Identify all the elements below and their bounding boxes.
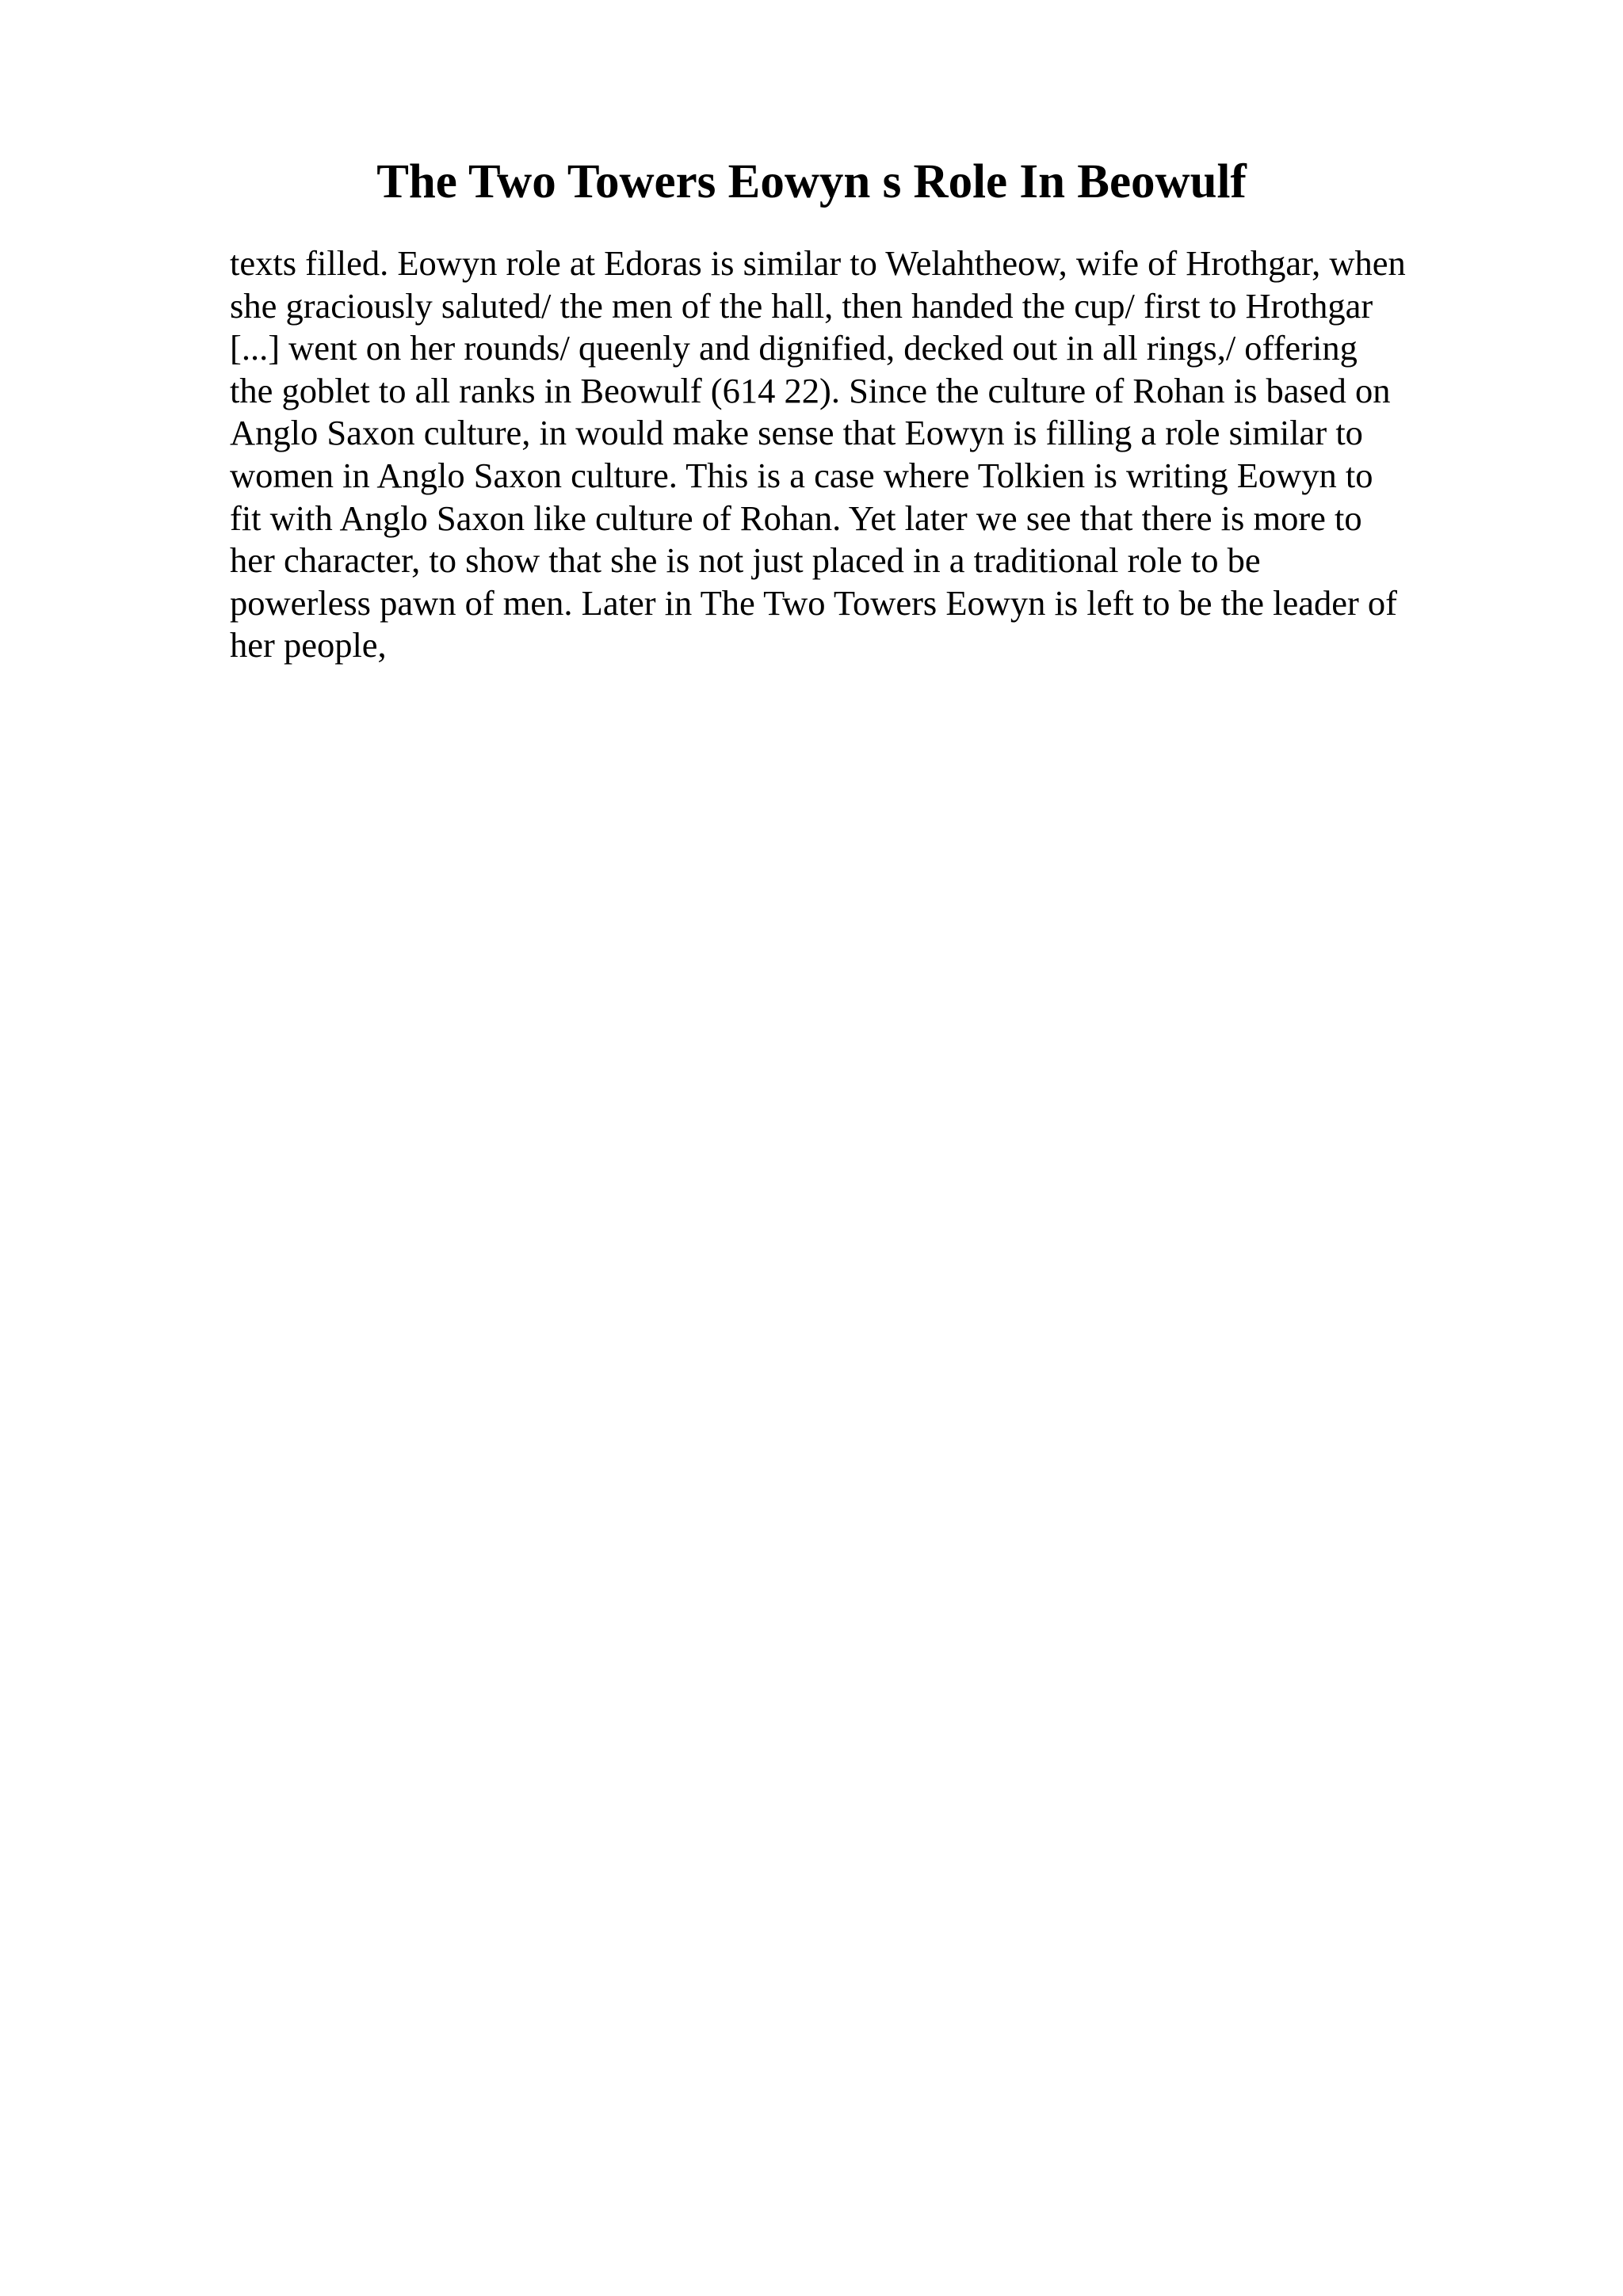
paragraph-line: her character, to show that she is not just placed in a traditional role to be	[230, 540, 1261, 581]
document-title: The Two Towers Eowyn s Role In Beowulf	[376, 155, 1247, 208]
body-paragraph	[230, 242, 1482, 667]
paragraph-line: texts filled. Eowyn role at Edoras is similar to Welahtheow, wife of Hrothgar, when	[230, 243, 1406, 283]
paragraph-line: her people,	[230, 625, 387, 666]
paragraph-line: [...] went on her rounds/ queenly and dignified, decked out in all rings,/ offering	[230, 328, 1358, 368]
paragraph-line: women in Anglo Saxon culture. This is a case where Tolkien is writing Eowyn to	[230, 455, 1373, 495]
paragraph-line: powerless pawn of men. Later in The Two Towers Eowyn is left to be the leader of	[230, 582, 1397, 623]
paragraph-line: the goblet to all ranks in Beowulf (614 22). Since the culture of Rohan is based on	[230, 370, 1391, 410]
paragraph-line: she graciously saluted/ the men of the hall, then handed the cup/ first to Hrothgar	[230, 285, 1373, 326]
paragraph-line: fit with Anglo Saxon like culture of Rohan. Yet later we see that there is more to	[230, 498, 1362, 538]
paragraph-line: Anglo Saxon culture, in would make sense that Eowyn is filling a role similar to	[230, 413, 1363, 453]
